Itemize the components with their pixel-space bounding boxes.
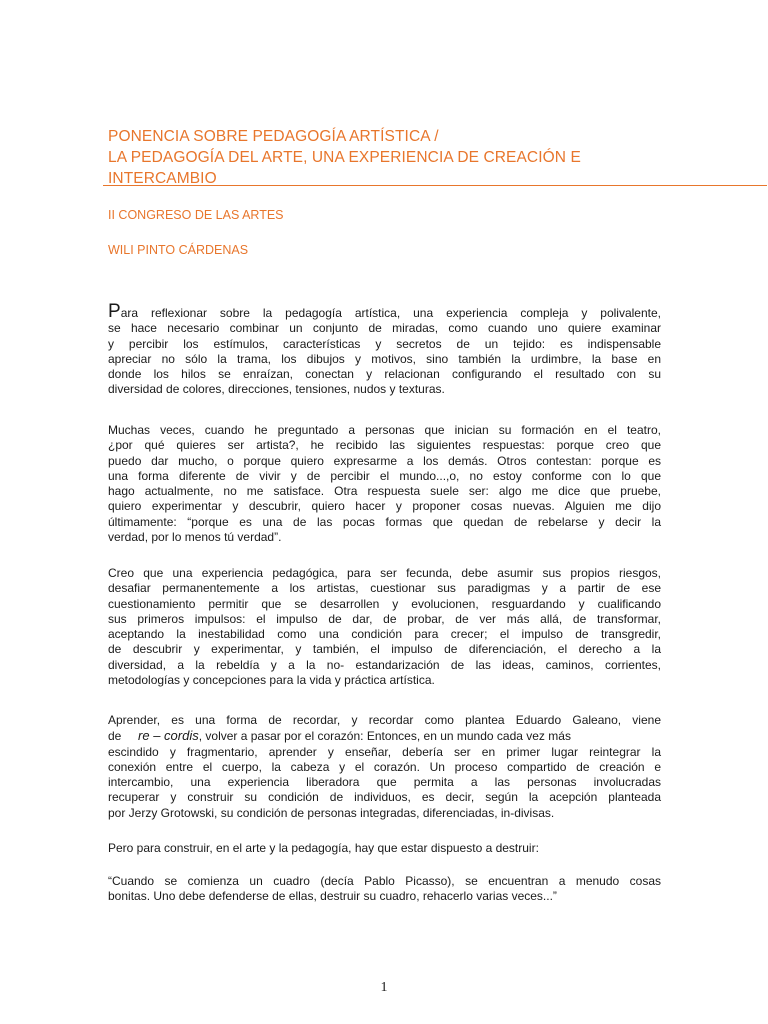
text-line: recuperar y construir su condición de individuos, es decir, según la acepción planteada	[108, 790, 661, 805]
text-line: se hace necesario combinar un conjunto de miradas, como cuando uno quiere examinar	[108, 321, 661, 336]
text-line: “Cuando se comienza un cuadro (decía Pablo Picasso), se encuentran a menudo cosas	[108, 874, 661, 888]
paragraph-2	[108, 423, 661, 545]
text-line: una forma diferente de vivir y de percibir el mundo...,o, no estoy conforme con lo que	[108, 468, 661, 483]
emphasized-term: re – cordis	[138, 728, 199, 744]
text-line: diversidad de colores, direcciones, tensiones, nudos y texturas.	[108, 382, 445, 397]
title-line: LA PEDAGOGÍA DEL ARTE, UNA EXPERIENCIA DE CREACIÓN E	[108, 149, 581, 166]
text-line: donde los hilos se enraízan, conectan y relacionan configurando el resultado con su	[108, 367, 661, 382]
text-line	[108, 728, 661, 744]
paragraph-6-quote	[108, 874, 661, 905]
text-line: desafiar permanentemente a los artistas, cuestionar sus paradigmas y a partir de ese	[108, 581, 661, 596]
page-number: 1	[380, 980, 388, 995]
text-line: Aprender, es una forma de recordar, y recordar como plantea Eduardo Galeano, viene	[108, 713, 661, 727]
drop-cap: P	[108, 301, 121, 322]
title-line: INTERCAMBIO	[108, 170, 217, 187]
text-line: sus primeros impulsos: el impulso de dar, de probar, de ver más allá, de transformar,	[108, 611, 661, 626]
document-title	[108, 126, 748, 189]
title-line: PONENCIA SOBRE PEDAGOGÍA ARTÍSTICA /	[108, 128, 439, 145]
text-line: verdad, por lo menos tú verdad”.	[108, 530, 282, 545]
text-line: puedo dar mucho, o porque quiero expresarme a los demás. Otros contestan: porque es	[108, 453, 661, 468]
title-divider	[103, 185, 767, 186]
author-name: WILI PINTO CÁRDENAS	[108, 243, 249, 257]
text-span: ara reflexionar sobre la pedagogía artística, una experiencia compleja y polivalente,	[120, 306, 661, 320]
text-line: metodologías y concepciones para la vida y práctica artística.	[108, 673, 435, 688]
text-line	[108, 301, 661, 322]
text-span: , volver a pasar por el corazón: Entonces, en un mundo cada vez más	[198, 729, 571, 744]
text-line: ¿por qué quieres ser artista?, he recibido las siguientes respuestas: porque creo que	[108, 438, 661, 453]
text-span: de	[108, 729, 122, 744]
text-line: por Jerzy Grotowski, su condición de personas integradas, diferenciadas, in-divisas.	[108, 805, 555, 820]
text-line: de descubrir y experimentar, y también, el impulso de diferenciación, el derecho a la	[108, 642, 661, 657]
paragraph-4	[108, 713, 661, 821]
text-line: bonitas. Uno debe defenderse de ellas, destruir su cuadro, rehacerlo varias veces...”	[108, 889, 557, 904]
paragraph-5	[108, 841, 661, 856]
text-line: hago actualmente, no me satisface. Otra respuesta suele ser: algo me dice que pruebe,	[108, 484, 661, 499]
text-line: Muchas veces, cuando he preguntado a personas que inician su formación en el teatro,	[108, 423, 661, 437]
text-line: cuestionamiento permitir que se desarrollen y evolucionen, resguardando y cualificando	[108, 596, 661, 611]
paragraph-1	[108, 301, 661, 398]
text-line: Creo que una experiencia pedagógica, para ser fecunda, debe asumir sus propios riesgos,	[108, 566, 661, 580]
text-line: apreciar no sólo la trama, los dibujos y motivos, sino también la urdimbre, la base en	[108, 351, 661, 366]
text-line: escindido y fragmentario, aprender y enseñar, debería ser en primer lugar reintegrar la	[108, 744, 661, 759]
text-line: y percibir los estímulos, características y secretos de un tejido: es indispensable	[108, 336, 661, 351]
text-line: últimamente: “porque es una de las pocas formas que quedan de rebelarse y decir la	[108, 514, 661, 529]
text-line: aceptando la inestabilidad como una condición para crecer; el impulso de transgredir,	[108, 627, 661, 642]
text-line: intercambio, una experiencia liberadora que permita a las personas involucradas	[108, 775, 661, 790]
text-line: Pero para construir, en el arte y la pedagogía, hay que estar dispuesto a destruir:	[108, 841, 539, 855]
text-line: quiero experimentar y descubrir, quiero hacer y proponer cosas nuevas. Alguien me dijo	[108, 499, 661, 514]
congress-name: II CONGRESO DE LAS ARTES	[108, 208, 284, 222]
text-line: diversidad, a la rebeldía y a la no- estandarización de las ideas, caminos, corrientes,	[108, 657, 661, 672]
paragraph-3	[108, 566, 661, 688]
text-line: conexión entre el cuerpo, la cabeza y el corazón. Un proceso compartido de creación e	[108, 759, 661, 774]
